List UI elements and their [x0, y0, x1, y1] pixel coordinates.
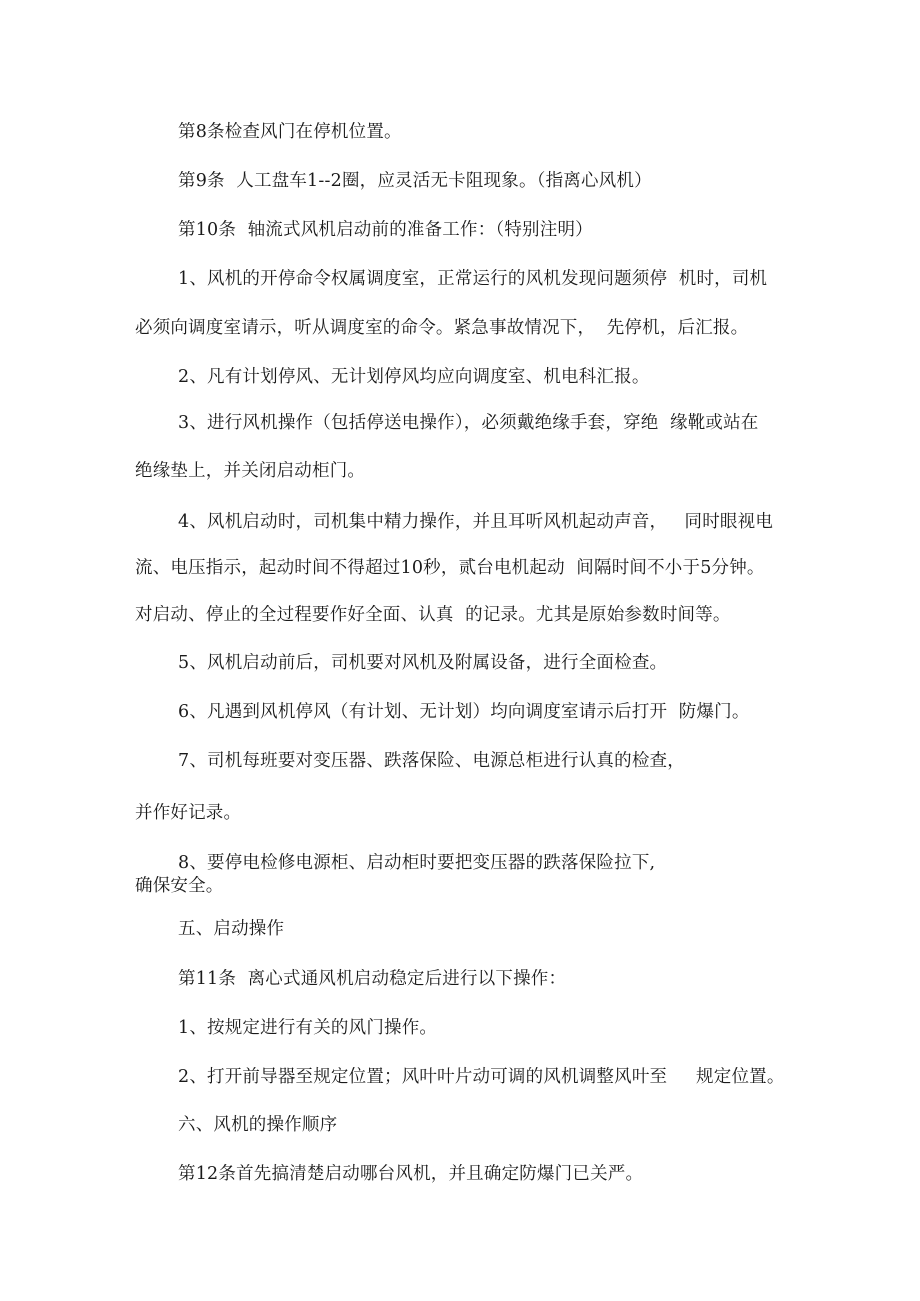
- item-3-line-1: 3、进行风机操作（包括停送电操作），必须戴绝缘手套，穿绝 缘靴或站在: [178, 413, 759, 433]
- item-1-line-1: 1、风机的开停命令权属调度室，正常运行的风机发现问题须停 机时，司机: [178, 269, 768, 289]
- section-6-heading: 六、风机的操作顺序: [178, 1115, 338, 1135]
- item-4-line-1: 4、风机启动时，司机集中精力操作，并且耳听风机起动声音， 同时眼视电: [178, 512, 774, 532]
- article-12: 第12条首先搞清楚启动哪台风机，并且确定防爆门已关严。: [178, 1164, 644, 1184]
- article-10: 第10条 轴流式风机启动前的准备工作：（特别注明）: [178, 220, 593, 240]
- article-11-item-2: 2、打开前导器至规定位置；风叶叶片动可调的风机调整风叶至 规定位置。: [178, 1067, 785, 1087]
- item-5: 5、风机启动前后，司机要对风机及附属设备，进行全面检查。: [178, 653, 668, 673]
- item-3-line-2: 绝缘垫上，并关闭启动柜门。: [135, 461, 366, 481]
- item-4-line-2: 流、电压指示，起动时间不得超过10秒，贰台电机起动 间隔时间不小于5分钟。: [135, 558, 765, 578]
- article-9: 第9条 人工盘车1--2圈，应灵活无卡阻现象。（指离心风机）: [178, 171, 652, 191]
- item-7-line-1: 7、司机每班要对变压器、跌落保险、电源总柜进行认真的检查，: [178, 751, 685, 771]
- item-8-line-2: 确保安全。: [135, 876, 224, 896]
- item-6: 6、凡遇到风机停风（有计划、无计划）均向调度室请示后打开 防爆门。: [178, 702, 750, 722]
- item-8-line-1: 8、要停电检修电源柜、启动柜时要把变压器的跌落保险拉下,: [178, 853, 656, 873]
- item-1-line-2: 必须向调度室请示，听从调度室的命令。紧急事故情况下， 先停机，后汇报。: [135, 318, 749, 338]
- article-8: 第8条检查风门在停机位置。: [178, 122, 402, 142]
- item-4-line-3: 对启动、停止的全过程要作好全面、认真 的记录。尤其是原始参数时间等。: [135, 605, 731, 625]
- article-11: 第11条 离心式通风机启动稳定后进行以下操作：: [178, 969, 567, 989]
- item-7-line-2: 并作好记录。: [135, 803, 242, 823]
- item-2: 2、凡有计划停风、无计划停风均应向调度室、机电科汇报。: [178, 367, 650, 387]
- section-5-heading: 五、启动操作: [178, 919, 285, 939]
- article-11-item-1: 1、按规定进行有关的风门操作。: [178, 1018, 438, 1038]
